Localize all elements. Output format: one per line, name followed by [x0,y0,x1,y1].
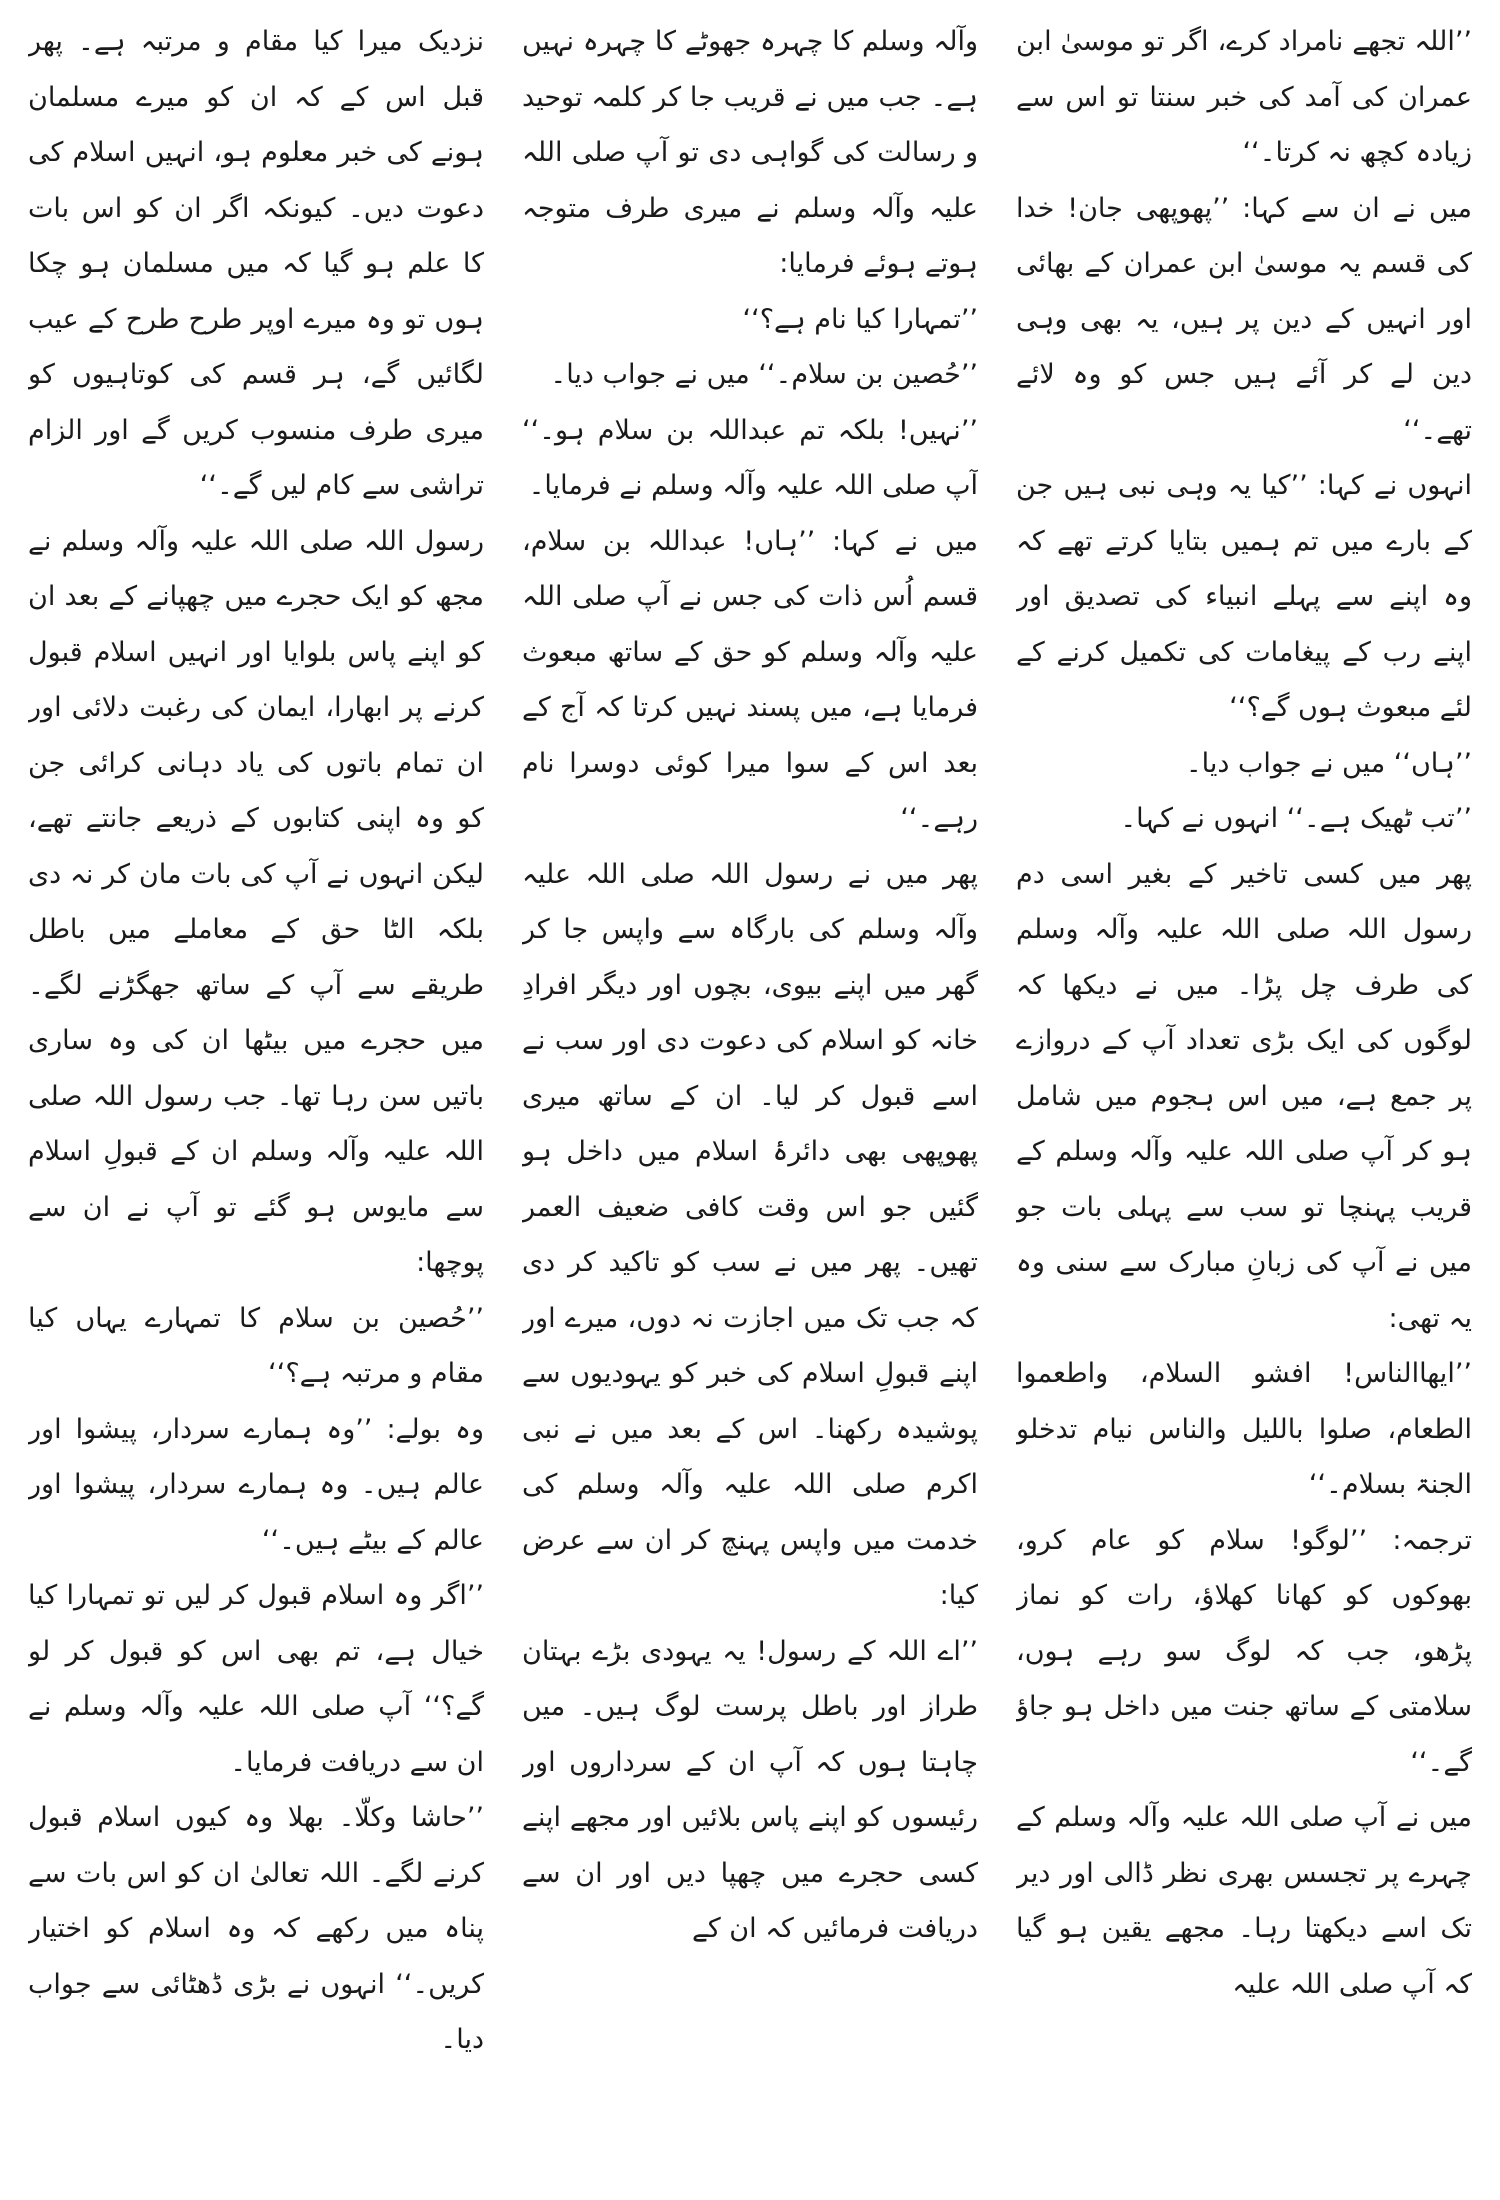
paragraph: وآلہ وسلم کا چہرہ جھوٹے کا چہرہ نہیں ہے۔ جب میں نے قریب جا کر کلمہ توحید و رسالت کی گواہی دی تو آپ صلی اللہ علیہ وآلہ وسلم نے میری طرف متوجہ ہوتے ہوئے فرمایا: [522,26,978,279]
paragraph: ’’نہیں! بلکہ تم عبداللہ بن سلام ہو۔‘‘ آپ صلی اللہ علیہ وآلہ وسلم نے فرمایا۔ [522,414,978,501]
paragraph: میں نے ان سے کہا: ’’پھوپھی جان! خدا کی قسم یہ موسیٰ ابن عمران کے بھائی اور انہیں کے دین پر ہیں، یہ بھی وہی دین لے کر آئے ہیں جس کو وہ لائے تھے۔‘‘ [1016,192,1472,446]
paragraph: ’’ہاں‘‘ میں نے جواب دیا۔ [1185,747,1472,779]
paragraph: پھر میں نے رسول اللہ صلی اللہ علیہ وآلہ وسلم کی بارگاہ سے واپس جا کر گھر میں اپنے بیوی، بچوں اور دیگر افرادِ خانہ کو اسلام کی دعوت دی اور سب نے اسے قبول کر لیا۔ ان کے ساتھ میری پھوپھی بھی دائرۂ اسلام میں داخل ہو گئیں جو اس وقت کافی ضعیف العمر تھیں۔ پھر میں نے سب کو تاکید کر دی کہ جب تک میں اجازت نہ دوں، میرے اور اپنے قبولِ اسلام کی خبر کو یہودیوں سے پوشیدہ رکھنا۔ اس کے بعد میں نے نبی اکرم صلی اللہ علیہ وآلہ وسلم کی خدمت میں واپس پہنچ کر ان سے عرض کیا: [522,858,978,1611]
paragraph: ’’حاشا وکلّا۔ بھلا وہ کیوں اسلام قبول کرنے لگے۔ اللہ تعالیٰ ان کو اس بات سے پناہ میں رکھے کہ وہ اسلام کو اختیار کریں۔‘‘ انہوں نے بڑی ڈھٹائی سے جواب دیا۔ [28,1802,484,2055]
paragraph: پھر میں کسی تاخیر کے بغیر اسی دم رسول اللہ صلی اللہ علیہ وآلہ وسلم کی طرف چل پڑا۔ میں نے دیکھا کہ لوگوں کی ایک بڑی تعداد آپ کے دروازے پر جمع ہے، میں اس ہجوم میں شامل ہو کر آپ صلی اللہ علیہ وآلہ وسلم کے قریب پہنچا تو سب سے پہلی بات جو میں نے آپ کی زبانِ مبارک سے سنی وہ یہ تھی: [1016,858,1472,1334]
paragraph: ’’تب ٹھیک ہے۔‘‘ انہوں نے کہا۔ [1120,803,1472,834]
text-column-right [1016,14,1472,2184]
paragraph: میں نے آپ صلی اللہ علیہ وآلہ وسلم کے چہرے پر تجسس بھری نظر ڈالی اور دیر تک اسے دیکھتا رہا۔ مجھے یقین ہو گیا کہ آپ صلی اللہ علیہ [1016,1802,1472,2000]
paragraph: ’’اے اللہ کے رسول! یہ یہودی بڑے بہتان طراز اور باطل پرست لوگ ہیں۔ میں چاہتا ہوں کہ آپ ان کے سرداروں اور رئیسوں کو اپنے پاس بلائیں اور مجھے اپنے کسی حجرے میں چھپا دیں اور ان سے دریافت فرمائیں کہ ان کے [522,1635,978,1944]
paragraph: ’’حُصین بن سلام۔‘‘ میں نے جواب دیا۔ [550,359,978,390]
paragraph: ’’تمہارا کیا نام ہے؟‘‘ [742,303,978,335]
paragraph: ترجمہ: ’’لوگو! سلام کو عام کرو، بھوکوں کو کھانا کھلاؤ، رات کو نماز پڑھو، جب کہ لوگ سو رہے ہوں، سلامتی کے ساتھ جنت میں داخل ہو جاؤ گے۔‘‘ [1016,1524,1472,1778]
paragraph: وہ بولے: ’’وہ ہمارے سردار، پیشوا اور عالم ہیں۔ وہ ہمارے سردار، پیشوا اور عالم کے بیٹے ہیں۔‘‘ [28,1413,484,1556]
paragraph: ’’اللہ تجھے نامراد کرے، اگر تو موسیٰ ابن عمران کی آمد کی خبر سنتا تو اس سے زیادہ کچھ نہ کرتا۔‘‘ [1016,26,1472,168]
paragraph: ’’اگر وہ اسلام قبول کر لیں تو تمہارا کیا خیال ہے، تم بھی اس کو قبول کر لو گے؟‘‘ آپ صلی اللہ علیہ وآلہ وسلم نے ان سے دریافت فرمایا۔ [28,1580,484,1778]
paragraph: ’’ایھاالناس! افشو السلام، واطعموا الطعام، صلوا باللیل والناس نیام تدخلو الجنۃ بسلام۔‘‘ [1016,1358,1472,1500]
paragraph: رسول اللہ صلی اللہ علیہ وآلہ وسلم نے مجھ کو ایک حجرے میں چھپانے کے بعد ان کو اپنے پاس بلوایا اور انہیں اسلام قبول کرنے پر ابھارا، ایمان کی رغبت دلائی اور ان تمام باتوں کی یاد دہانی کرائی جن کو وہ اپنی کتابوں کے ذریعے جانتے تھے، لیکن انہوں نے آپ کی بات مان کر نہ دی بلکہ الٹا حق کے معاملے میں باطل طریقے سے آپ کے ساتھ جھگڑنے لگے۔ میں حجرے میں بیٹھا ان کی وہ ساری باتیں سن رہا تھا۔ جب رسول اللہ صلی اللہ علیہ وآلہ وسلم ان کے قبولِ اسلام سے مایوس ہو گئے تو آپ نے ان سے پوچھا: [28,525,484,1278]
text-column-middle [522,14,978,2184]
paragraph: میں نے کہا: ’’ہاں! عبداللہ بن سلام، قسم اُس ذات کی جس نے آپ صلی اللہ علیہ وآلہ وسلم کو حق کے ساتھ مبعوث فرمایا ہے، میں پسند نہیں کرتا کہ آج کے بعد اس کے سوا میرا کوئی دوسرا نام رہے۔‘‘ [522,525,978,834]
paragraph: ’’حُصین بن سلام کا تمہارے یہاں کیا مقام و مرتبہ ہے؟‘‘ [28,1302,484,1389]
paragraph: انہوں نے کہا: ’’کیا یہ وہی نبی ہیں جن کے بارے میں تم ہمیں بتایا کرتے تھے کہ وہ اپنے سے پہلے انبیاء کی تصدیق اور اپنے رب کے پیغامات کی تکمیل کرنے کے لئے مبعوث ہوں گے؟‘‘ [1016,470,1472,723]
paragraph: نزدیک میرا کیا مقام و مرتبہ ہے۔ پھر قبل اس کے کہ ان کو میرے مسلمان ہونے کی خبر معلوم ہو، انہیں اسلام کی دعوت دیں۔ کیونکہ اگر ان کو اس بات کا علم ہو گیا کہ میں مسلمان ہو چکا ہوں تو وہ میرے اوپر طرح طرح کے عیب لگائیں گے، ہر قسم کی کوتاہیوں کو میری طرف منسوب کریں گے اور الزام تراشی سے کام لیں گے۔‘‘ [28,26,484,501]
text-column-left [28,14,484,2184]
